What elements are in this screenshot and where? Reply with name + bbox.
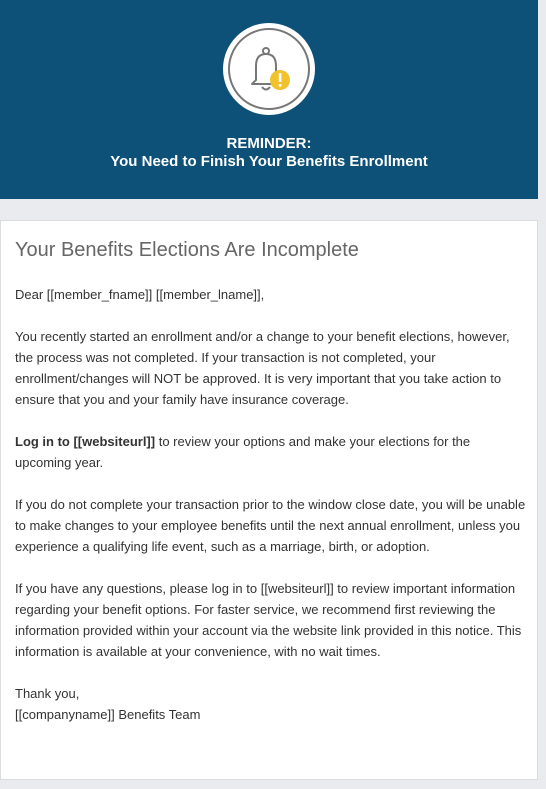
bell-alert-icon — [230, 30, 308, 108]
card-title: Your Benefits Elections Are Incomplete — [15, 239, 359, 261]
login-link-text: Log in to [[websiteurl]] — [15, 434, 156, 449]
paragraph-questions: If you have any questions, please log in to [[websiteurl]] to review important information regarding your benefit options. For faster service, we recommend first reviewing the information provided within your account via the website link provided in this notice. This information is available at your convenience, with no wait times. — [15, 581, 522, 659]
signoff-block — [15, 683, 527, 725]
message-card — [0, 220, 538, 780]
greeting: Dear [[member_fname]] [[member_lname]], — [15, 287, 265, 302]
signoff: Thank you, — [15, 686, 80, 701]
paragraph-deadline: If you do not complete your transaction prior to the window close date, you will be unable to make changes to your employee benefits until the next annual enrollment, unless you experience a qualifying life event, such as a marriage, birth, or adoption. — [15, 497, 526, 554]
paragraph-incomplete: You recently started an enrollment and/or a change to your benefit elections, however, the process was not completed. If your transaction is not completed, your enrollment/changes will NOT be approved. It is very important that you take action to ensure that you and your family have insurance coverage. — [15, 329, 510, 407]
bell-icon-badge — [223, 23, 315, 115]
email-header-banner — [0, 0, 538, 199]
reminder-label: REMINDER: — [226, 135, 312, 152]
header-subtitle: You Need to Finish Your Benefits Enrollment — [110, 153, 428, 170]
signature: [[companyname]] Benefits Team — [15, 707, 201, 722]
login-rest-text: to review your options and make your elections for the upcoming year. — [15, 434, 471, 470]
bell-icon-ring — [228, 28, 310, 110]
message-body — [15, 284, 527, 725]
paragraph-login — [15, 431, 527, 473]
